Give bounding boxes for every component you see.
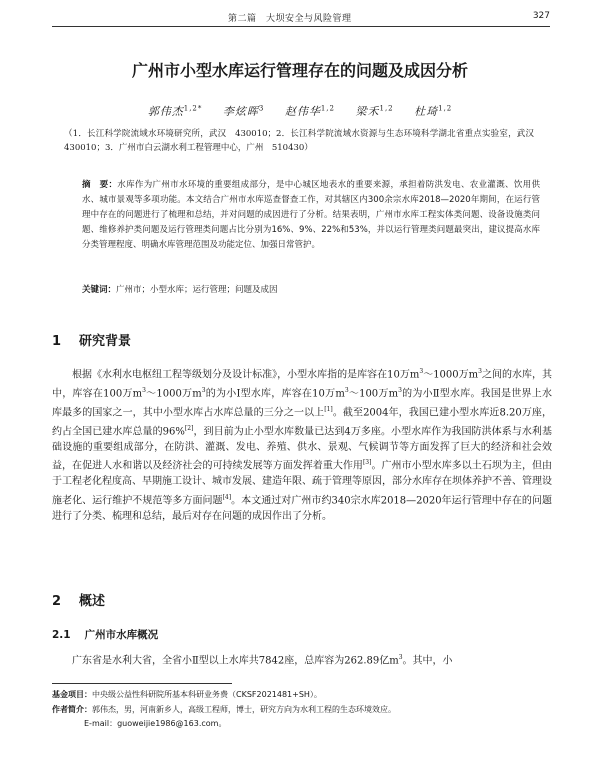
author: 李炫晖$^3$ [222, 104, 265, 118]
email-footnote: E-mail：guoweijie1986@163.com。 [84, 719, 227, 728]
citation: [3] [362, 459, 372, 467]
author-bio-footnote: 作者简介：郭伟杰，男，河南新乡人，高级工程师，博士，研究方向为水利工程的生态环境效应。 [52, 704, 396, 714]
section-2-paragraph: 广东省是水利大省，全省小Ⅱ型以上水库共7842座，总库容为262.89亿$m^3$。其中，小 [72, 654, 453, 667]
keywords [82, 283, 540, 295]
fund-footnote: 基金项目：中央级公益性科研院所基本科研业务费（CKSF2021481+SH）。 [52, 690, 322, 699]
abstract-label: 摘 要： [82, 180, 118, 190]
citation: [4] [222, 493, 232, 501]
running-header [52, 8, 550, 27]
section-1-paragraph: 根据《水利水电枢纽工程等级划分及设计标准》，小型水库指的是库容在10万$m^3\sim 1000$万$m^3$之间的水库，其中，库容在100万$m^3\sim 1000$万$m^3$的为小Ⅰ型水库，库容在10万$m^3\sim 100$万$m^3$的为小Ⅱ型水库。我国是世界上水库最多的国家之一，其中小型水库占水库总量的三分之一以上[1]。截至2004年，我国已建小型水库近8.20万座，约占全国已建水库总量的96%[2]，到目前为止小型水库数量已达到4万多座。小型水库作为我国防洪体系与水利基础设施的重要组成部分，在防洪、灌溉、发电、养殖、供水、景观、气候调节等方面发挥了巨大的经济和社会效益，在促进人水和谐以及经济社会的可持续发展等方面发挥着重大作用[3]。广州市小型水库多以土石坝为主，但由于工程老化程度高、早期施工设计、城市发展、建造年限、疏于管理等原因，部分水库存在坝体养护不善、管理设施老化、运行维护不规范等多方面问题[4]。本文通过对广州市约340宗水库2018—2020年运行管理中存在的问题进行了分类、梳理和总结，最后对存在问题的成因作出了分析。 [52, 368, 553, 522]
author: 郭伟杰$^{1,2*}$ [147, 104, 203, 118]
section-1-heading: 1 研究背景 [52, 334, 132, 349]
author: 赵伟华$^{1,2}$ [284, 104, 335, 118]
author: 杜琦$^{1,2}$ [414, 104, 453, 118]
paper-title: 广州市小型水库运行管理存在的问题及成因分析 [131, 61, 468, 80]
author: 梁禾$^{1,2}$ [355, 104, 394, 118]
author-list [0, 103, 600, 119]
abstract [82, 178, 540, 253]
citation: [2] [184, 424, 194, 432]
section-2-heading: 2 概述 [52, 594, 106, 609]
header-section-title: 第二篇 大坝安全与风险管理 [228, 14, 352, 24]
footnote-divider [52, 683, 232, 684]
footnotes [52, 688, 552, 732]
abstract-text: 水库作为广州市水环境的重要组成部分，是中心城区地表水的重要来源，承担着防洪发电、农业灌溉、饮用供水、城市景观等多项功能。本文结合广州市水库巡查督查工作，对其辖区内300余宗水库2018—2020年期间，在运行管理中存在的问题进行了梳理和总结，并对问题的成因进行了分析。结果表明，广州市水库工程实体类问题、设备设施类问题、维修养护类问题及运行管理类问题占比分别为16%、9%、22%和53%，并以运行管理类问题最突出，建议提高水库分类管理程度、明确水库管理范围及功能定位、加强日常管护。 [82, 180, 540, 250]
page-number: 327 [532, 11, 550, 21]
keywords-text: 广州市；小型水库；运行管理；问题及成因 [116, 285, 278, 295]
citation: [1] [324, 405, 333, 413]
subsection-2-1-heading: 2.1 广州市水库概况 [52, 629, 159, 641]
email-address: guoweijie1986@163.com。 [117, 719, 227, 728]
affiliations: （1．长江科学院流域水环境研究所，武汉 430010；2．长江科学院流域水资源与生态环境科学湖北省重点实验室，武汉 430010；3．广州市白云湖水利工程管理中心，广州 510430） [64, 129, 543, 153]
keywords-label: 关键词： [82, 285, 117, 295]
